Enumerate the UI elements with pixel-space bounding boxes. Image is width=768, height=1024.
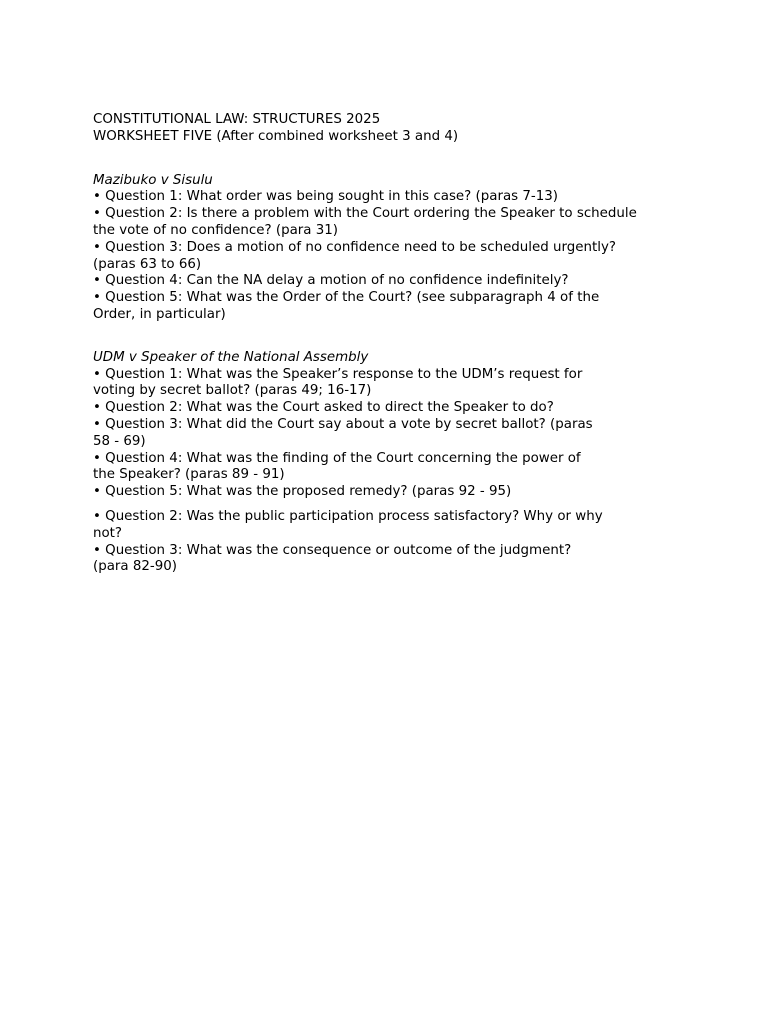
question-item: • Question 2: Is there a problem with the Court ordering the Speaker to schedule the vote of no confidence? (para 31): [93, 206, 637, 238]
case-section-mazibuko: [93, 173, 683, 324]
course-title: CONSTITUTIONAL LAW: STRUCTURES 2025: [93, 112, 381, 127]
question-item: • Question 5: What was the Order of the Court? (see subparagraph 4 of the Order, in particular): [93, 290, 600, 322]
question-item: • Question 3: Does a motion of no confidence need to be scheduled urgently? (paras 63 to 66): [93, 239, 616, 272]
question-item: • Question 1: What was the Speaker’s response to the UDM’s request for voting by secret ballot? (paras 49; 16-17): [93, 366, 583, 399]
worksheet-title: WORKSHEET FIVE (After combined worksheet 3 and 4): [93, 128, 459, 144]
question-item: • Question 5: What was the proposed remedy? (paras 92 - 95): [93, 484, 512, 500]
question-item: • Question 3: What did the Court say about a vote by secret ballot? (paras 58 - 69): [93, 416, 593, 449]
case-section-public-participation: [93, 509, 683, 576]
question-item: • Question 2: What was the Court asked to direct the Speaker to do?: [93, 400, 554, 416]
case-heading: UDM v Speaker of the National Assembly: [93, 349, 369, 365]
question-item: • Question 4: Can the NA delay a motion of no confidence indefinitely?: [93, 273, 569, 289]
question-item: • Question 4: What was the finding of the Court concerning the power of the Speaker? (paras 89 - 91): [93, 450, 581, 483]
question-item: • Question 2: Was the public participation process satisfactory? Why or why not?: [93, 508, 603, 541]
question-item: • Question 1: What order was being sought in this case? (paras 7-13): [93, 189, 559, 205]
document-header: [93, 112, 683, 146]
case-section-udm: [93, 350, 683, 501]
question-item: • Question 3: What was the consequence or outcome of the judgment? (para 82-90): [93, 542, 572, 575]
case-heading: Mazibuko v Sisulu: [93, 172, 213, 188]
worksheet-document: [93, 112, 683, 576]
